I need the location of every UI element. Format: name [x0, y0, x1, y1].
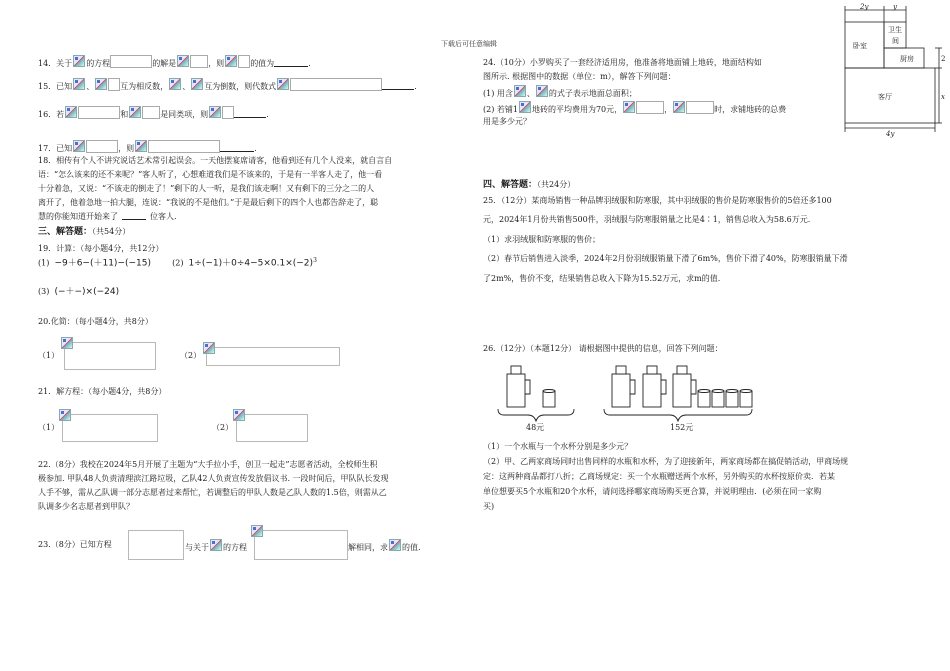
formula-image-icon	[61, 337, 73, 349]
question-20-label-1: （1）	[38, 351, 60, 360]
formula-image-icon	[177, 55, 189, 67]
formula-image-icon	[169, 78, 181, 90]
question-23-mid: 与关于 的方程	[185, 539, 247, 554]
bottle-icon	[643, 374, 661, 407]
formula-box	[64, 342, 156, 370]
label-2: 2	[941, 55, 946, 63]
answer-blank[interactable]	[274, 58, 308, 67]
question-20-label-2: （2）	[180, 351, 202, 360]
formula-box	[190, 55, 208, 68]
formula-image-icon	[233, 409, 245, 421]
question-23-prefix: 23.（8分）已知方程	[38, 540, 112, 549]
label-x: x	[941, 93, 945, 101]
question-20-title: 20.化简：（每小题4分，共8分）	[38, 317, 153, 326]
formula-box	[110, 55, 152, 68]
question-19-title: 19．计算：（每小题4分，共12分）	[38, 244, 164, 253]
formula-box	[142, 106, 160, 119]
formula-box	[78, 106, 120, 119]
question-14: 14．关于 的方程 的解是 ，则 的值为 .	[38, 55, 311, 70]
question-17: 17．已知 ，则 .	[38, 140, 257, 155]
formula-box	[236, 414, 308, 442]
bottle-icon	[507, 374, 525, 407]
answer-blank[interactable]	[382, 81, 414, 90]
question-19-exprs: (1) −9＋6−(＋11)−(−15) (2) $1\div(-1)+0\div 4-5\times 0.1\times(-2)^3$	[38, 257, 317, 269]
question-18-line: 18．相传有个人不讲究说话艺术常引起误会。一天他摆宴席请客，他看到还有几个人没来，就自言自	[38, 156, 393, 165]
question-21-label-2: （2）	[212, 423, 234, 432]
label-bedroom: 卧室	[853, 42, 867, 50]
formula-image-icon	[673, 101, 685, 113]
label-living: 客厅	[878, 93, 892, 101]
label-bathroom-1: 卫生	[888, 26, 902, 34]
formula-image-icon	[191, 78, 203, 90]
question-21-title: 21．解方程：（每小题4分，共8分）	[38, 387, 167, 396]
question-26-line: （2）甲、乙两家商场同时出售同样的水瓶和水杯，为了迎接新年，两家商场都在搞促销活动，甲商场规	[483, 457, 849, 466]
formula-box	[636, 101, 664, 114]
question-25-line: 元，2024年1月份共销售500件，羽绒服与防寒服销量之比是4∶1，销售总收入为58.6万元.	[483, 215, 811, 224]
price-label-right: 152元	[670, 423, 694, 432]
formula-box	[238, 55, 250, 68]
question-24-line: (2) 若铺1 地砖的平均费用为70元， ， 时，求铺地砖的总费	[483, 101, 786, 116]
question-24-line: 图所示. 根据图中的数据（单位：m），解答下列问题：	[483, 72, 676, 81]
formula-box	[206, 347, 340, 366]
cup-icon	[712, 391, 724, 407]
label-y: y	[893, 3, 897, 11]
label-kitchen: 厨房	[900, 55, 914, 63]
formula-image-icon	[519, 101, 531, 113]
formula-image-icon	[389, 539, 401, 551]
question-26-title: 26.（12分）（本题12分） 请根据图中提供的信息，回答下列问题：	[483, 344, 723, 353]
question-22-line: 极参加. 甲队48人负责清理滨江路垃圾，乙队42人负责宣传发放倡议书. 一段时间后，甲队队长发现	[38, 474, 389, 483]
question-18-line: 离开了，他着急地一拍大腿，连说：“我说的不是他们。”于是最后剩下的四个人也都告辞走了，聪	[38, 198, 379, 207]
formula-image-icon	[210, 539, 222, 551]
label-4y: 4y	[886, 130, 895, 138]
cup-icon	[726, 391, 738, 407]
formula-image-icon	[135, 140, 147, 152]
formula-box	[222, 106, 234, 119]
formula-box	[290, 78, 382, 91]
formula-image-icon	[623, 101, 635, 113]
formula-box	[62, 414, 158, 442]
bottle-icon	[511, 366, 521, 374]
question-22-line: 22.（8分）我校在2024年5月开展了主题为“大手拉小手，创卫一起走”志愿者活动，全校师生积	[38, 460, 378, 469]
price-label-left: 48元	[526, 423, 545, 432]
formula-image-icon	[59, 409, 71, 421]
formula-box	[148, 140, 220, 153]
question-15: 15．已知 、 互为相反数， 、 互为倒数，则代数式 .	[38, 72, 417, 93]
question-25-line: （1）求羽绒服和防寒服的售价；	[483, 235, 601, 244]
formula-image-icon	[225, 55, 237, 67]
question-21-label-1: （1）	[38, 423, 60, 432]
bottle-cup-illustration	[490, 356, 760, 434]
answer-blank[interactable]	[220, 143, 254, 152]
brace-left	[498, 409, 574, 421]
question-18-line: 十分着急，又说：“不该走的倒走了！”剩下的人一听，是我们该走啊！又有剩下的三分之二的人	[38, 184, 375, 193]
question-25-line: 了2m%，售价不变，结果销售总收入下降为15.52万元，求m的值.	[483, 274, 721, 283]
question-26-line: 单位想要买5个水瓶和20个水杯，请问选择哪家商场购买更合算，并说明理由．(必须在同一家购	[483, 487, 822, 496]
answer-blank[interactable]	[234, 109, 266, 118]
formula-box	[686, 101, 714, 114]
formula-box	[128, 530, 184, 560]
answer-blank[interactable]	[122, 211, 146, 220]
question-24-line: 用是多少元？	[483, 117, 531, 126]
question-25-line: （2）春节后销售进入淡季，2024年2月份羽绒服销量下滑了6m%，售价下滑了40%，防寒服销量下滑	[483, 254, 848, 263]
formula-box	[254, 530, 348, 560]
formula-image-icon	[129, 106, 141, 118]
formula-box	[108, 78, 120, 91]
formula-image-icon	[73, 140, 85, 152]
section-3-header: 三、解答题：（共54分）	[38, 227, 131, 237]
section-4-header: 四、解答题：（共24分）	[483, 180, 576, 190]
question-18-line: 语：“怎么该来的还不来呢？”客人听了，心想难道我们是不该来的，于是有一半客人走了，他一看	[38, 170, 383, 179]
label-bathroom-2: 间	[892, 37, 899, 45]
question-18-line: 慧的你能知道开始来了 位客人.	[38, 212, 177, 221]
brace-right	[604, 409, 752, 421]
formula-image-icon	[514, 85, 526, 97]
formula-image-icon	[209, 106, 221, 118]
cup-icon	[698, 391, 710, 407]
formula-image-icon	[203, 342, 215, 354]
bottle-icon	[612, 374, 630, 407]
question-26-line: 买)	[483, 502, 495, 511]
question-19-expr3: (3) (−＋−)×(−24)	[38, 287, 120, 297]
label-2y: 2y	[860, 3, 869, 11]
cup-icon	[740, 391, 752, 407]
formula-image-icon	[536, 85, 548, 97]
question-23-tail: 解相同，求 的值.	[348, 539, 421, 554]
question-26-line: （1）一个水瓶与一个水杯分别是多少元？	[483, 442, 633, 451]
question-22-line: 队调多少名志愿者到甲队？	[38, 502, 134, 511]
formula-box	[86, 140, 118, 153]
question-26-line: 定：这两种商品都打八折；乙商场规定：买一个水瓶赠送两个水杯，另外购买的水杯按原价卖．若某	[483, 472, 835, 481]
bottle-icon	[673, 374, 691, 407]
question-16: 16．若 和 是同类项，则 .	[38, 106, 269, 121]
formula-image-icon	[73, 78, 85, 90]
floor-plan-diagram	[838, 2, 946, 138]
question-24-line: 24.（10分）小罗购买了一套经济适用房，他准备将地面铺上地砖，地面结构如	[483, 58, 762, 67]
question-24-line: (1) 用含 、 的式子表示地面总面积；	[483, 85, 637, 100]
question-25-line: 25．（12分）某商场销售一种品牌羽绒服和防寒服，其中羽绒服的售价是防寒服售价的5倍还多100	[483, 196, 832, 205]
cup-icon	[543, 391, 555, 407]
watermark-text: 下载后可任意编辑	[441, 40, 497, 48]
question-22-line: 人手不够，需从乙队调一部分志愿者过来帮忙，若调整后的甲队人数是乙队人数的1.5倍，则需从乙	[38, 488, 387, 497]
formula-image-icon	[65, 106, 77, 118]
formula-image-icon	[95, 78, 107, 90]
formula-image-icon	[73, 55, 85, 67]
formula-image-icon	[251, 525, 263, 537]
formula-image-icon	[277, 78, 289, 90]
